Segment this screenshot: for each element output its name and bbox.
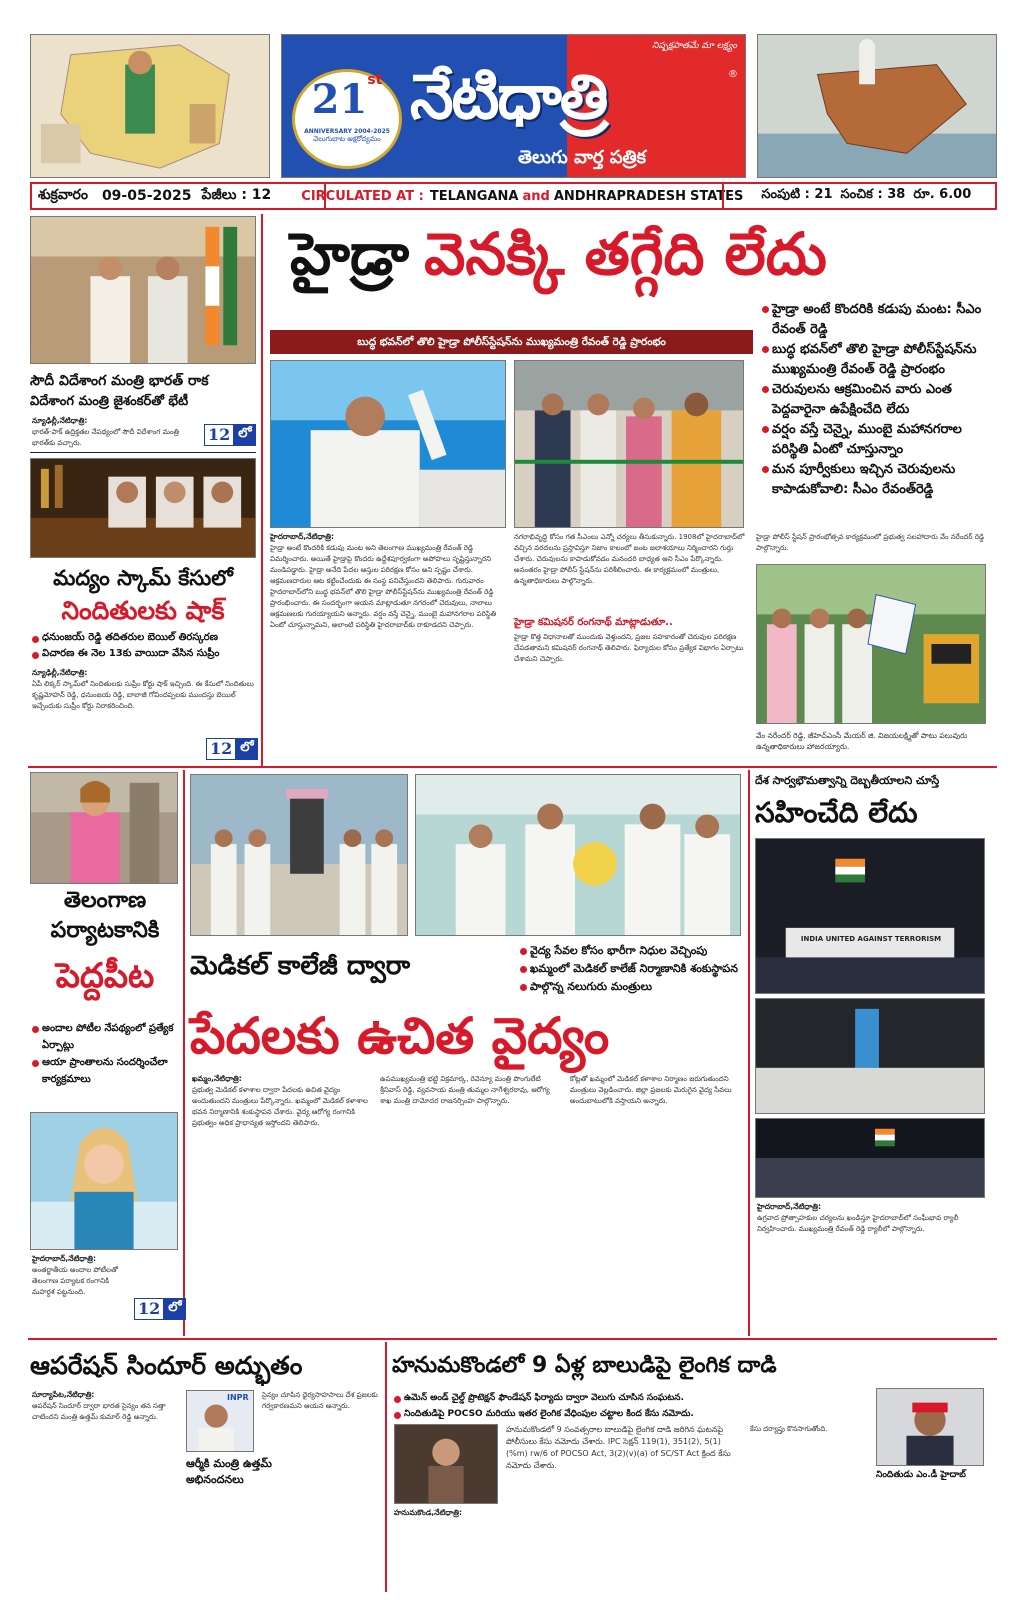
- medical-bouquet-photo: [415, 774, 741, 936]
- lead-bullet-3: చెరువులను ఆక్రమించిన వారు ఎంత పెద్దవారైనా ఉపేక్షించేది లేదు: [762, 380, 994, 420]
- circulated-state-1: TELANGANA: [429, 188, 519, 204]
- liquor-body: ఏపీ లిక్కర్ స్కామ్‌లో నిందితులకు సుప్రీం కోర్టు షాక్ ఇచ్చింది. ఈ కేసులో నిందితులు కృష్ణమోహన్ రెడ్డి, ధనుంజయ రెడ్డి, బాలాజీ గోవిందప్పలకు ముందస్తు బెయిల్ ఇచ్చేందుకు సుప్రీం కోర్టు నిరాకరించింది.: [32, 680, 254, 710]
- issue-date: 09-05-2025: [101, 188, 192, 204]
- rally-photo-1: [755, 838, 985, 994]
- saudi-page-ref-number: 12: [204, 424, 234, 446]
- lead-photo-caption: వేం నరేందర్ రెడ్డి, జీహెచ్ఎంసీ మేయర్ జి. విజయలక్ష్మితో పాటు పలువురు ఉన్నతాధికారులు హాజరయ్యారు.: [756, 731, 968, 751]
- hanamkonda-bullet-2: నిందితుడిపై POCSO మరియు ఇతర లైంగిక వేధింపుల చట్టాల కింద కేసు నమోదు.: [394, 1406, 748, 1422]
- medical-body-col3: కోట్లతో ఖమ్మంలో మెడికల్ కళాశాల నిర్మాణం జరుగుతుందని మంత్రులు వెల్లడించారు. జిల్లా ప్రజలకు మెరుగైన వైద్య సేవలు అందుబాటులోకి వస్తాయని అన్నారు.: [570, 1075, 732, 1105]
- circulated-label: CIRCULATED AT :: [301, 188, 424, 204]
- rally-photo-2: [755, 998, 985, 1114]
- anniversary-badge: [292, 69, 402, 169]
- saudi-body: భారత్-పాక్ ఉద్రిక్తతల నేపథ్యంలో సౌదీ విదేశాంగ మంత్రి భారత్‌కు వచ్చారు.: [32, 428, 179, 447]
- liquor-bullet-2: విచారణ ఈ నెల 13కు వాయిదా వేసిన సుప్రీం: [32, 646, 258, 662]
- lead-bullets: [762, 300, 994, 500]
- saudi-page-ref[interactable]: [204, 424, 256, 446]
- liquor-bullets: [32, 630, 258, 662]
- lead-banner: బుద్ధ భవన్‌లో తొలి హైడ్రా పోలీస్‌స్టేషన్‌ను ముఖ్యమంత్రి రేవంత్ రెడ్డి ప్రారంభం: [270, 330, 753, 354]
- anniversary-caption: ANNIVERSARY 2004-2025: [304, 128, 390, 135]
- saudi-minister-photo: [30, 216, 256, 364]
- lead-bullet-2: బుద్ధ భవన్‌లో తొలి హైడ్రా పోలీస్‌స్టేషన్‌ను ముఖ్యమంత్రి రేవంత్ రెడ్డి ప్రారంభం: [762, 340, 994, 380]
- liquor-bullet-1: ధనుంజయ్ రెడ్డి తదితరుల బెయిల్ తిరస్కరణ: [32, 630, 258, 646]
- lead-body-col2: నగరాభివృద్ధి కోసం గత సీఎంలు ఎన్నో చర్యలు తీసుకున్నారు. 1908లో హైదరాబాద్‌లో వచ్చిన వరదలను ప్రస్తావిస్తూ నిజాం కాలంలో జంట జలాశయాలు నిర్మించారని గుర్తు చేశారు. చెరువులను కాపాడుకోవడం మనందరి బాధ్యత అని సీఎం పేర్కొన్నారు. అనంతరం హైడ్రా పోలీస్ స్టేషన్‌ను పరిశీలించారు. ఈ కార్యక్రమంలో మంత్రులు, ఉన్నతాధికారులు పాల్గొన్నారు.: [514, 533, 745, 585]
- lead-bullet-1: హైడ్రా అంటే కొందరికి కడుపు మంట: సీఎం రేవంత్ రెడ్డి: [762, 300, 994, 340]
- lead-dateline: హైదరాబాద్,నేటిధాత్రి:: [270, 532, 334, 541]
- sindoor-inset-caption-1: ఆర్మీకి మంత్రి ఉత్తమ్: [186, 1457, 272, 1470]
- circulated-state-3: STATES: [690, 188, 744, 204]
- nation-headline-1: దేశ సార్వభౌమత్వాన్ని దెబ్బతీయాలని చూస్తే: [755, 774, 940, 787]
- tourism-body: అంతర్జాతీయ అందాల పోటీలతో తెలంగాణ పర్యాటక రంగానికి మహర్దశ పట్టనుంది.: [32, 1266, 118, 1296]
- andhra-map-illustration: [757, 34, 997, 178]
- liquor-page-ref-number: 12: [206, 738, 236, 760]
- hanamkonda-body-col3: కేసు దర్యాప్తు కొనసాగుతోంది.: [750, 1425, 828, 1433]
- issue-number: సంచిక : 38: [840, 187, 906, 202]
- medical-body-col2: ఉపముఖ్యమంత్రి భట్టి విక్రమార్క, రెవెన్యూ మంత్రి పొంగులేటి శ్రీనివాస్ రెడ్డి, వ్యవసాయ మంత్రి తుమ్మల నాగేశ్వరరావు, ఆరోగ్య శాఖ మంత్రి దామోదర రాజనర్సింహ పాల్గొన్నారు.: [380, 1075, 550, 1105]
- paper-subtitle: తెలుగు వార్త పత్రిక: [517, 147, 647, 168]
- inset-text: INPR: [227, 1393, 249, 1402]
- lead-body-col1: హైడ్రా అంటే కొందరికి కడుపు మంట అని తెలంగాణ ముఖ్యమంత్రి రేవంత్ రెడ్డి విమర్శించారు. అయితే హైడ్రాపై కొందరు ఉద్దేశపూర్వకంగా అపోహలు సృష్టిస్తున్నారని మండిపడ్డారు. హైడ్రా అనేది పేదల ఆస్తుల పరిరక్షణ కోసం అని స్పష్టం చేశారు. ఆక్రమణదారుల ఆట కట్టించేందుకు ఈ సంస్థ పనిచేస్తుందని తెలిపారు. గురువారం హైదరాబాద్‌లోని బుద్ధ భవన్‌లో తొలి హైడ్రా పోలీస్‌స్టేషన్‌ను ముఖ్యమంత్రి రేవంత్ రెడ్డి ప్రారంభించారు. ఈ సందర్భంగా ఆయన మాట్లాడుతూ నగరంలో చెరువులు, నాలాలు ఆక్రమణలకు గురయ్యాయని అన్నారు. వర్షం వస్తే చెన్నై, ముంబై మహానగరాల పరిస్థితి ఏంటో చూస్తున్నామని, అలాంటి పరిస్థితి హైదరాబాద్‌కు రాకూడదని చెప్పారు.: [270, 544, 497, 629]
- masthead-logo-block: [281, 34, 746, 178]
- tourism-headline-2: పర్యాటకానికి: [50, 918, 160, 943]
- medical-foundation-photo: [190, 774, 408, 936]
- rally-banner-text: INDIA UNITED AGAINST TERRORISM: [800, 935, 942, 943]
- tourism-page-ref-number: 12: [134, 1298, 164, 1320]
- saudi-headline: సౌదీ విదేశాంగ మంత్రి భారత్ రాక: [30, 373, 209, 389]
- medical-dateline: ఖమ్మం,నేటిధాత్రి:: [192, 1074, 242, 1083]
- nation-dateline: హైదరాబాద్,నేటిధాత్రి:: [757, 1202, 821, 1211]
- lead-subhead: హైడ్రా కమిషనర్ రంగనాథ్ మాట్లాడుతూ..: [514, 617, 673, 628]
- liquor-headline-red: నిందితులకు షాక్: [61, 596, 225, 625]
- tourism-bullet-2: ఆయా ప్రాంతాలను సందర్శించేలా కార్యక్రమాలు: [32, 1054, 182, 1088]
- sindoor-dateline: సూర్యాపేట,నేటిధాత్రి:: [32, 1390, 95, 1399]
- volume: సంపుటి : 21: [761, 187, 833, 202]
- lead-body-col3: హైడ్రా పోలీస్ స్టేషన్ ప్రారంభోత్సవ కార్యక్రమంలో ప్రభుత్వ సలహాదారు వేం నరేందర్ రెడ్డి పాల్గొన్నారు.: [756, 533, 985, 552]
- circulated-and: and: [522, 188, 550, 204]
- tourism-dateline: హైదరాబాద్,నేటిధాత్రి:: [32, 1254, 96, 1263]
- medical-body-col1: ప్రభుత్వ మెడికల్ కళాశాల ద్వారా పేదలకు ఉచిత వైద్యం అందుతుందని మంత్రులు పేర్కొన్నారు. ఖమ్మంలో మెడికల్ కళాశాల భవన నిర్మాణానికి శంకుస్థాపన చేశారు. వైద్య ఆరోగ్య రంగానికి ప్రభుత్వం అధిక ప్రాధాన్యత ఇస్తోందని తెలిపారు.: [192, 1086, 368, 1127]
- beauty-queen-photo: [30, 1112, 178, 1250]
- info-bar: [30, 182, 997, 210]
- hydraa-flag-off-photo: [756, 564, 986, 724]
- circulated-state-2: ANDHRAPRADESH: [553, 188, 687, 204]
- lead-bullet-5: మన పూర్వీకులు ఇచ్చిన చెరువులను కాపాడుకోవాలి: సీఎం రేవంత్‌రెడ్డి: [762, 460, 994, 500]
- registered-mark: ®: [728, 69, 738, 80]
- price: రూ. 6.00: [913, 187, 972, 202]
- tourism-headline-3: పెద్దపీట: [55, 956, 155, 996]
- paper-name: నేటిధాత్రి: [410, 60, 607, 133]
- nation-headline-2: సహించేది లేదు: [755, 796, 918, 829]
- cm-speech-photo: [270, 360, 506, 528]
- liquor-accused-photo: [30, 458, 256, 558]
- child-abuse-illustration: [394, 1424, 498, 1504]
- tourism-page-ref[interactable]: [134, 1298, 186, 1320]
- hanamkonda-bullet-1: ఉమెన్ అండ్ చైల్డ్ ప్రొటెక్షన్ ఫౌండేషన్ ఫిర్యాదు ద్వారా వెలుగు చూసిన సంఘటన.: [394, 1390, 748, 1406]
- hanamkonda-bullets: [394, 1390, 748, 1422]
- page-count: పేజీలు : 12: [201, 186, 272, 203]
- hanamkonda-body: హనుమకొండలో 9 సంవత్సరాల బాలుడిపై లైంగిక దాడి జరిగిన ఘటనపై పోలీసులు కేసు నమోదు చేశారు. IPC సెక్షన్ 119(1), 351(2), 5(1)(%m) rw/6 of POCSO Act, 3(2)(v)(a) of SC/ST Act క్రింద కేసు నమోదు చేశారు.: [506, 1425, 731, 1470]
- ribbon-cutting-photo: [514, 360, 744, 528]
- rally-photo-3: [755, 1118, 985, 1198]
- medical-headline-1: మెడికల్ కాలేజీ ద్వారా: [190, 951, 411, 981]
- accused-photo: [876, 1388, 984, 1466]
- lead-headline-part1: హైడ్రా: [290, 220, 410, 288]
- hanamkonda-dateline: హనుమకొండ,నేటిధాత్రి:: [394, 1508, 462, 1517]
- saudi-page-ref-label: లో: [234, 424, 255, 446]
- medical-bullet-2: ఖమ్మంలో మెడికల్ కాలేజ్ నిర్మాణానికి శంకుస్థాపన: [520, 960, 748, 978]
- medical-headline-2: పేదలకు ఉచిత వైద్యం: [190, 1007, 610, 1065]
- medical-bullet-1: వైద్య సేవల కోసం భారీగా నిధుల వెచ్చింపు: [520, 942, 748, 960]
- sindoor-headline: ఆపరేషన్ సిందూర్ అద్భుతం: [30, 1351, 303, 1380]
- sindoor-inset-caption-2: అభినందనలు: [186, 1473, 244, 1486]
- anniversary-number: 21: [311, 76, 368, 123]
- medical-bullets: [520, 942, 748, 996]
- lead-bullet-4: వర్షం వస్తే చెన్నై, ముంబై మహానగరాల పరిస్థితి ఏంటో చూస్తున్నాం: [762, 420, 994, 460]
- telangana-map-illustration: [30, 34, 270, 178]
- saudi-subheadline: విదేశాంగ మంత్రి జైశంకర్‌తో భేటీ: [30, 394, 189, 409]
- tourism-model-photo: [30, 772, 178, 884]
- liquor-page-ref[interactable]: [206, 738, 258, 760]
- tagline: నిష్పక్షపాతమే మా లక్ష్యం: [652, 41, 737, 51]
- sindoor-body-col2: సైన్యం చూపిన ధైర్యసాహసాలు దేశ ప్రజలకు గర్వకారణమని ఆయన అన్నారు.: [262, 1391, 378, 1410]
- sindoor-body: ఆపరేషన్ సిందూర్ ద్వారా భారత సైన్యం తన సత్తా చాటిందని మంత్రి ఉత్తమ్ కుమార్ రెడ్డి అన్నారు.: [32, 1402, 166, 1421]
- accused-caption: నిందితుడు ఎం.డీ హైదాబ్: [876, 1470, 966, 1480]
- liquor-dateline: న్యూఢిల్లీ,నేటిధాత్రి:: [32, 668, 88, 677]
- saudi-dateline: న్యూఢిల్లీ,నేటిధాత్రి:: [32, 416, 88, 425]
- nation-body: ఉగ్రవాద ప్రోత్సాహకుల చర్యలను ఖండిస్తూ హైదరాబాద్‌లో సంఘీభావ ర్యాలీ నిర్వహించారు. ముఖ్యమంత్రి రేవంత్ రెడ్డి ర్యాలీలో పాల్గొన్నారు.: [757, 1214, 959, 1233]
- anniversary-suffix: st: [367, 72, 383, 88]
- tourism-headline-1: తెలంగాణ: [63, 888, 147, 913]
- liquor-headline: మద్యం స్కామ్ కేసులో: [53, 566, 233, 590]
- tourism-page-ref-label: లో: [164, 1298, 185, 1320]
- tourism-bullets: [32, 1020, 182, 1088]
- lead-headline-part2: వెనక్కి తగ్గేది లేదు: [424, 220, 827, 288]
- lead-headline: [290, 214, 990, 294]
- uttam-inset-photo: [186, 1390, 254, 1452]
- lead-body-col2b: హైడ్రా కొత్త విధానాలతో ముందుకు వెళ్తుందని, ప్రజల సహకారంతో చెరువుల పరిరక్షణ చేపడతామని కమిషనర్ రంగనాథ్ తెలిపారు. ఫిర్యాదుల కోసం ప్రత్యేక విభాగం ఏర్పాటు చేశామని చెప్పారు.: [514, 633, 744, 663]
- tourism-bullet-1: అందాల పోటీల నేపథ్యంలో ప్రత్యేక ఏర్పాట్లు: [32, 1020, 182, 1054]
- hanamkonda-headline: హనుమకొండలో 9 ఏళ్ల బాలుడిపై లైంగిక దాడి: [392, 1353, 777, 1378]
- anniversary-sub: వెలుగుబాట అక్షరోద్యమం: [313, 135, 381, 143]
- issue-day: శుక్రవారం: [38, 186, 88, 203]
- medical-bullet-3: పాల్గొన్న నలుగురు మంత్రులు: [520, 978, 748, 996]
- liquor-page-ref-label: లో: [236, 738, 257, 760]
